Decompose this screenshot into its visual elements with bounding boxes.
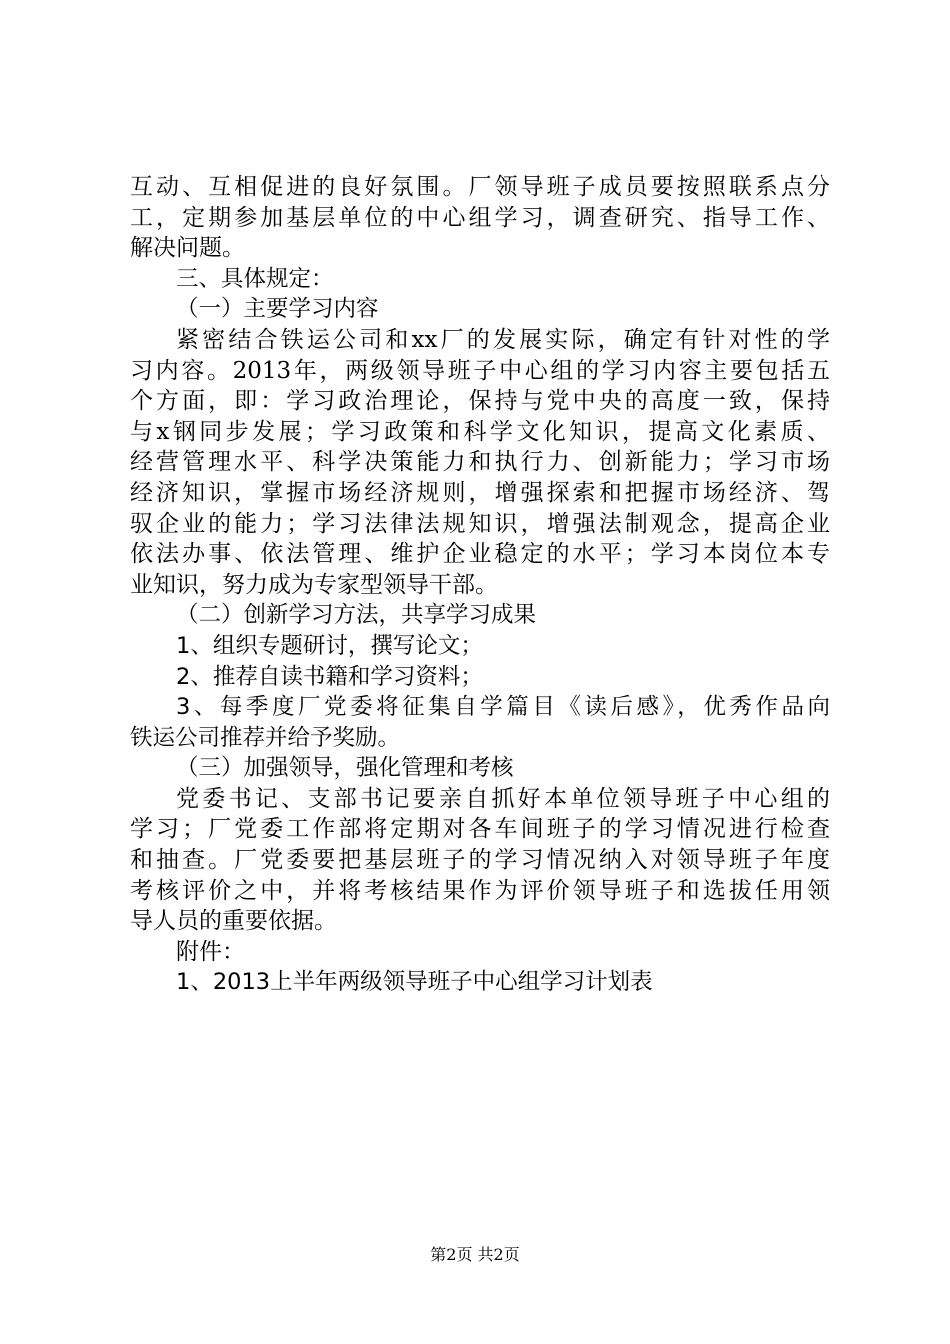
document-line: 三、具体规定： [176, 265, 334, 292]
document-line: 紧密结合铁运公司和xx厂的发展实际，确定有针对性的学 [176, 326, 830, 353]
document-line: 导人员的重要依据。 [130, 908, 337, 935]
document-line: 互动、互相促进的良好氛围。厂领导班子成员要按照联系点分 [130, 174, 830, 200]
document-line: 1、组织专题研讨，撰写论文； [176, 632, 483, 659]
page-footer: 第2页 共2页 [430, 1245, 520, 1264]
document-line: （二）创新学习方法，共享学习成果 [176, 602, 537, 629]
document-line: 经济知识，掌握市场经济规则，增强探索和把握市场经济、驾 [130, 479, 830, 506]
document-line: 个方面，即：学习政治理论，保持与党中央的高度一致，保持 [130, 388, 830, 415]
document-line: 党委书记、支部书记要亲自抓好本单位领导班子中心组的 [176, 785, 830, 812]
document-line: 附件： [176, 938, 245, 965]
document-line: 工，定期参加基层单位的中心组学习，调查研究、指导工作、 [130, 204, 830, 231]
document-line: 驭企业的能力；学习法律法规知识，增强法制观念，提高企业 [130, 510, 830, 537]
document-body [130, 172, 830, 998]
document-line: 2、推荐自读书籍和学习资料； [176, 663, 483, 690]
document-line: 3、每季度厂党委将征集自学篇目《读后感》，优秀作品向 [176, 694, 830, 721]
document-line: 1、2013上半年两级领导班子中心组学习计划表 [176, 969, 653, 996]
document-line: 习内容。2013年，两级领导班子中心组的学习内容主要包括五 [130, 357, 830, 384]
document-line: 考核评价之中，并将考核结果作为评价领导班子和选拔任用领 [130, 877, 830, 904]
document-line: 和抽查。厂党委要把基层班子的学习情况纳入对领导班子年度 [130, 847, 830, 874]
document-line: （三）加强领导，强化管理和考核 [176, 755, 514, 782]
document-line: 解决问题。 [130, 235, 245, 262]
document-line: 依法办事、依法管理、维护企业稳定的水平；学习本岗位本专 [130, 541, 830, 568]
document-line: 业知识，努力成为专家型领导干部。 [130, 571, 498, 598]
document-line: 经营管理水平、科学决策能力和执行力、创新能力；学习市场 [130, 449, 830, 476]
document-line: 学习；厂党委工作部将定期对各车间班子的学习情况进行检查 [130, 816, 830, 843]
document-line: （一）主要学习内容 [176, 296, 379, 323]
document-line: 铁运公司推荐并给予奖励。 [130, 724, 401, 751]
document-line: 与x钢同步发展；学习政策和科学文化知识，提高文化素质、 [130, 418, 830, 445]
